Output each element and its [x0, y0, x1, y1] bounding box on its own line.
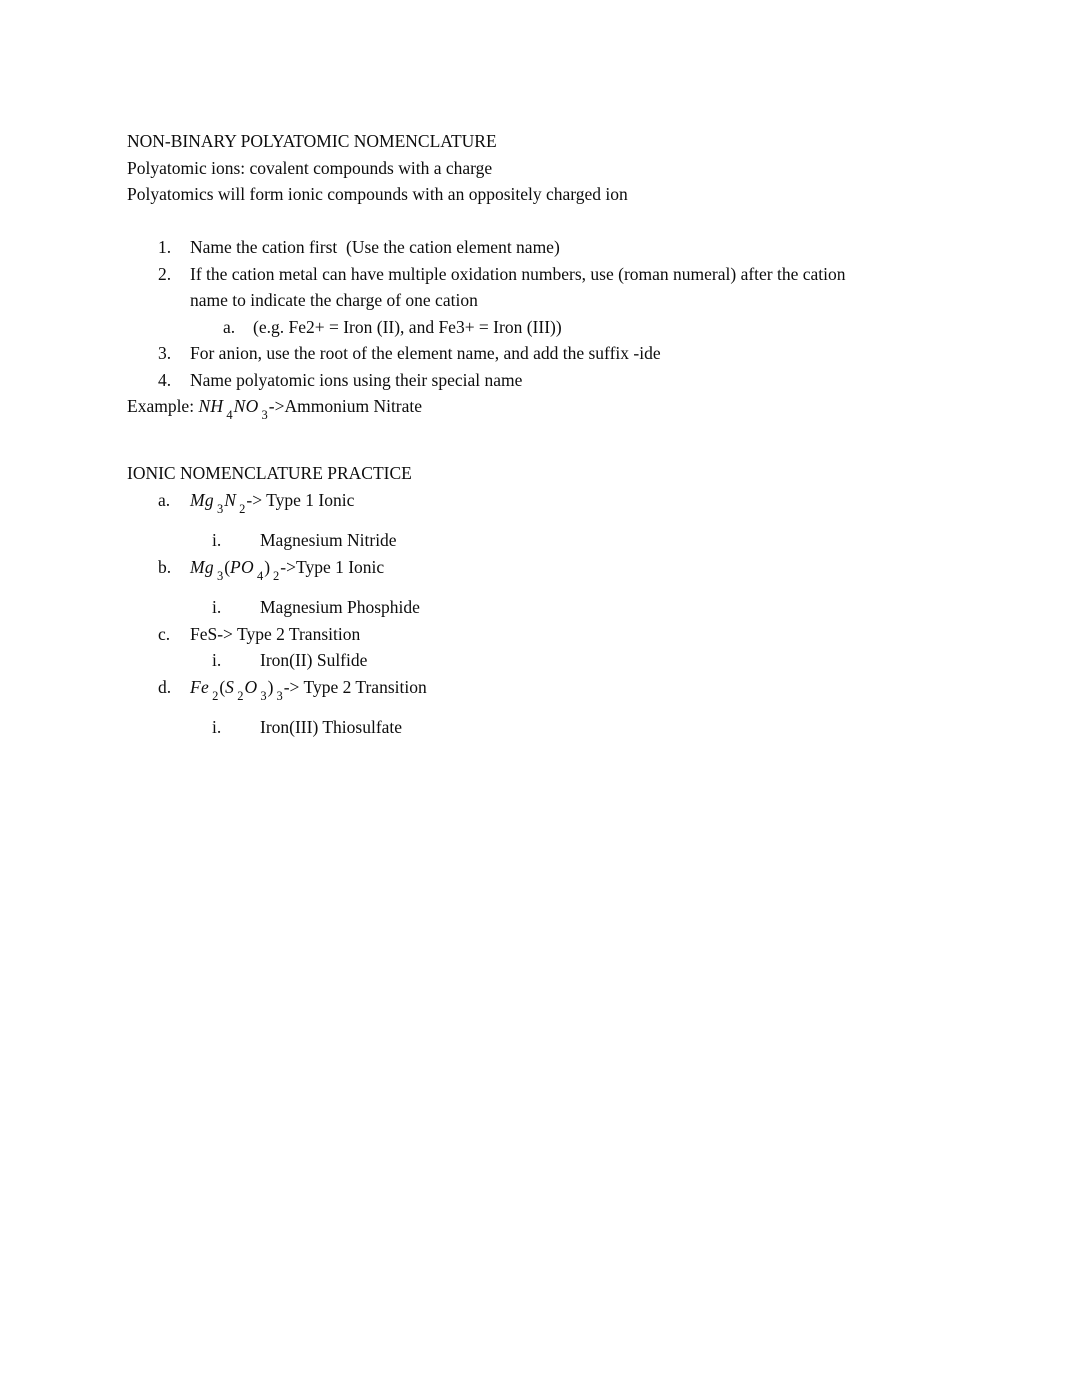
document-line	[0, 527, 1080, 554]
subscript-run: 4	[256, 568, 264, 583]
text-run: FeS-> Type 2 Transition	[190, 623, 361, 644]
text-run: -> Type 2 Transition	[283, 676, 427, 697]
text-run: Magnesium Phosphide	[260, 597, 420, 617]
text-run: Polyatomics will form ionic compounds with an oppositely charged ion	[127, 184, 628, 204]
blank-line	[0, 434, 1080, 461]
subscript-run: 2	[237, 688, 244, 703]
formula-run: PO	[230, 556, 254, 577]
subscript-run: 2	[239, 501, 246, 516]
list-marker: i.	[212, 650, 222, 670]
document-line	[0, 554, 1080, 595]
blank-line	[0, 208, 1080, 235]
document-line	[0, 714, 1080, 741]
list-marker: 3.	[158, 343, 172, 363]
list-marker: a.	[158, 489, 171, 510]
document-content	[0, 128, 1080, 741]
document-line	[0, 647, 1080, 674]
document-line	[0, 287, 1080, 314]
subscript-run: 3	[261, 408, 268, 422]
formula-run: N	[224, 489, 237, 510]
list-marker: 1.	[158, 237, 172, 257]
subscript-run: 3	[216, 501, 224, 516]
text-run: Magnesium Nitride	[260, 530, 397, 550]
subscript-run: 3	[216, 568, 224, 583]
list-marker: i.	[212, 597, 222, 617]
formula-run: Fe	[190, 676, 210, 697]
list-marker: i.	[212, 530, 222, 550]
list-marker: i.	[212, 717, 222, 737]
text-run: Name the cation first (Use the cation element name)	[190, 237, 560, 257]
document-line	[0, 234, 1080, 261]
text-run: Polyatomic ions: covalent compounds with a charge	[127, 157, 493, 178]
subscript-run: 2	[212, 688, 219, 703]
text-run: )	[264, 556, 271, 577]
document-line	[0, 621, 1080, 648]
document-line	[0, 128, 1080, 155]
document-line	[0, 340, 1080, 367]
formula-run: S	[225, 676, 235, 697]
formula-run: NO	[233, 396, 259, 416]
text-run: NON-BINARY POLYATOMIC NOMENCLATURE	[127, 131, 497, 151]
text-run: )	[267, 676, 274, 697]
text-run: Name polyatomic ions using their special name	[190, 369, 523, 390]
list-marker: d.	[158, 676, 172, 697]
document-line	[0, 314, 1080, 341]
subscript-run: 4	[226, 408, 233, 422]
document-line	[0, 594, 1080, 621]
list-marker: 4.	[158, 369, 172, 390]
subscript-run: 2	[273, 568, 280, 583]
document-line	[0, 674, 1080, 715]
list-marker: b.	[158, 556, 172, 577]
text-run: If the cation metal can have multiple oxidation numbers, use (roman numeral) after the cation	[190, 263, 846, 284]
subscript-run: 3	[276, 688, 283, 703]
text-run: ->Ammonium Nitrate	[268, 396, 423, 416]
text-run: -> Type 1 Ionic	[246, 489, 355, 510]
document-line	[0, 487, 1080, 528]
text-run: (	[219, 676, 226, 697]
list-marker: 2.	[158, 263, 172, 284]
text-run: (	[224, 556, 231, 577]
document-line	[0, 460, 1080, 487]
formula-run: Mg	[190, 556, 214, 577]
document-line	[0, 393, 1080, 434]
document-line	[0, 155, 1080, 182]
formula-run: NH	[198, 396, 224, 416]
subscript-run: 3	[260, 688, 267, 703]
text-run: ->Type 1 Ionic	[280, 556, 385, 577]
list-marker: c.	[158, 623, 171, 644]
document-line	[0, 261, 1080, 288]
list-marker: a.	[223, 316, 236, 337]
text-run: Iron(III) Thiosulfate	[260, 717, 403, 737]
text-run: (e.g. Fe2+ = Iron (II), and Fe3+ = Iron (III))	[253, 316, 562, 337]
text-run: For anion, use the root of the element name, and add the suffix -ide	[190, 343, 661, 363]
formula-run: Mg	[190, 489, 214, 510]
document-line	[0, 367, 1080, 394]
text-run: Example:	[127, 396, 199, 416]
text-run: Iron(II) Sulfide	[260, 650, 368, 670]
text-run: IONIC NOMENCLATURE PRACTICE	[127, 463, 412, 483]
document-line	[0, 181, 1080, 208]
text-run: name to indicate the charge of one cation	[190, 290, 478, 310]
formula-run: O	[244, 676, 258, 697]
